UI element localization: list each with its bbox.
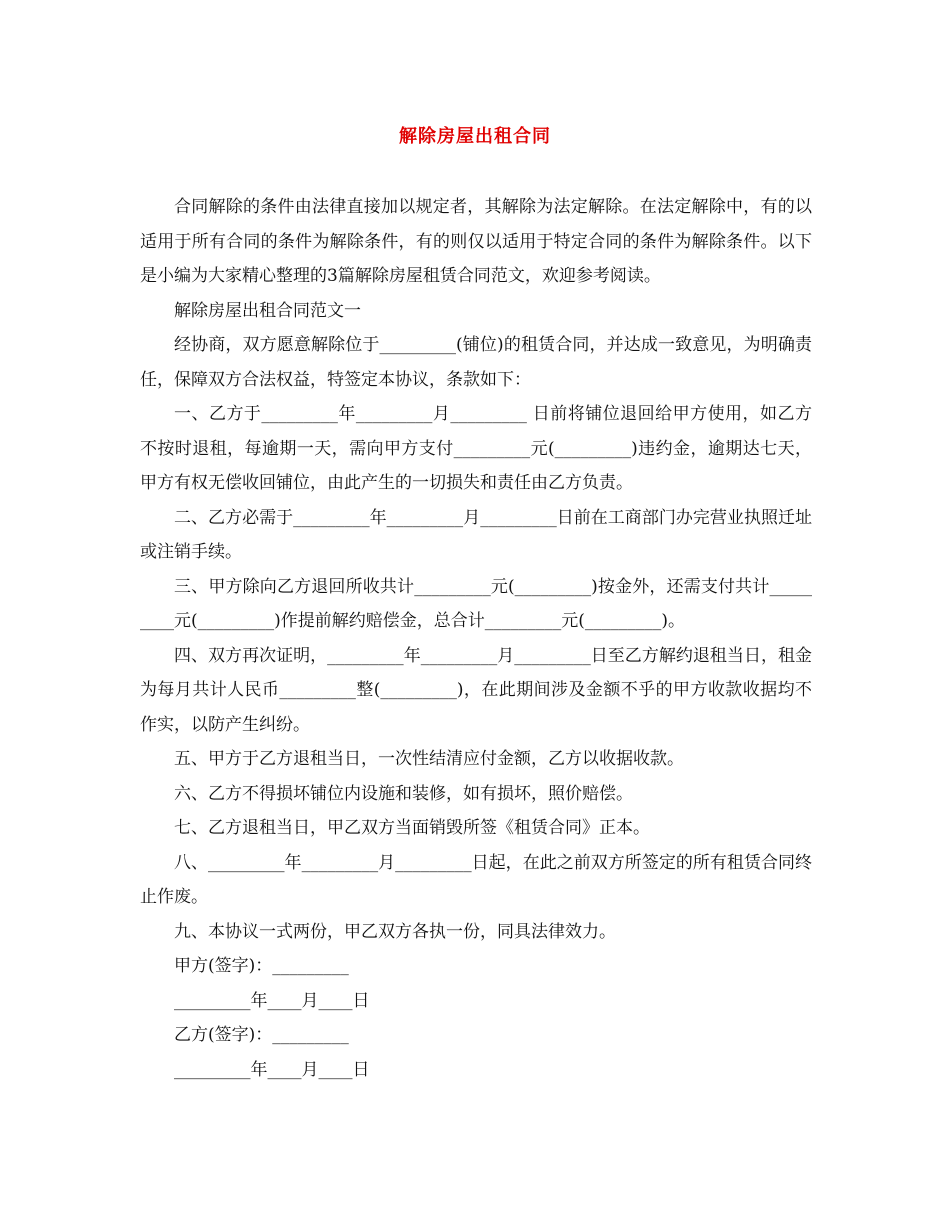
clause-3: 三、甲方除向乙方退回所收共计_________元(_________)按金外，还需支付共计_________元(_________)作提前解约赔偿金，总合计_________元(_________)。 — [140, 576, 812, 631]
clause-4: 四、双方再次证明，_________年_________月_________日至乙方解约退租当日，租金为每月共计人民币_________整(_________)，在此期间涉及金额不乎的甲方收款收据均不作实，以防产生纠纷。 — [140, 645, 812, 735]
document-body — [140, 190, 812, 1087]
party-b-date: _________年____月____日 — [174, 1059, 370, 1080]
clause-9: 九、本协议一式两份，甲乙双方各执一份，同具法律效力。 — [174, 921, 616, 942]
clause-6: 六、乙方不得损坏铺位内设施和装修，如有损坏，照价赔偿。 — [174, 783, 633, 804]
clause-5: 五、甲方于乙方退租当日，一次性结清应付金额，乙方以收据收款。 — [174, 749, 684, 769]
clause-1: 一、乙方于_________年_________月_________ 日前将铺位退回给甲方使用，如乙方不按时退租，每逾期一天，需向甲方支付_________元(_________)违约金，逾期达七天，甲方有权无偿收回铺位，由此产生的一切损失和责任由乙方负责。 — [140, 404, 812, 493]
party-b-signature: 乙方(签字)：_________ — [174, 1025, 349, 1045]
clause-2: 二、乙方必需于_________年_________月_________日前在工商部门办完营业执照迁址或注销手续。 — [140, 507, 812, 562]
agreement-preamble: 经协商，双方愿意解除位于_________(铺位)的租赁合同，并达成一致意见，为明确责任，保障双方合法权益，特签定本协议，条款如下： — [140, 335, 812, 390]
party-a-date: _________年____月____日 — [174, 990, 370, 1011]
section-heading: 解除房屋出租合同范文一 — [174, 300, 361, 321]
document-title: 解除房屋出租合同 — [399, 126, 551, 147]
party-a-signature: 甲方(签字)：_________ — [174, 956, 349, 976]
intro-paragraph: 合同解除的条件由法律直接加以规定者，其解除为法定解除。在法定解除中，有的以适用于所有合同的条件为解除条件，有的则仅以适用于特定合同的条件为解除条件。以下是小编为大家精心整理的3篇解除房屋租赁合同范文，欢迎参考阅读。 — [140, 197, 812, 286]
clause-8: 八、_________年_________月_________日起，在此之前双方所签定的所有租赁合同终止作废。 — [140, 852, 812, 907]
clause-7: 七、乙方退租当日，甲乙双方当面销毁所签《租赁合同》正本。 — [174, 818, 650, 838]
